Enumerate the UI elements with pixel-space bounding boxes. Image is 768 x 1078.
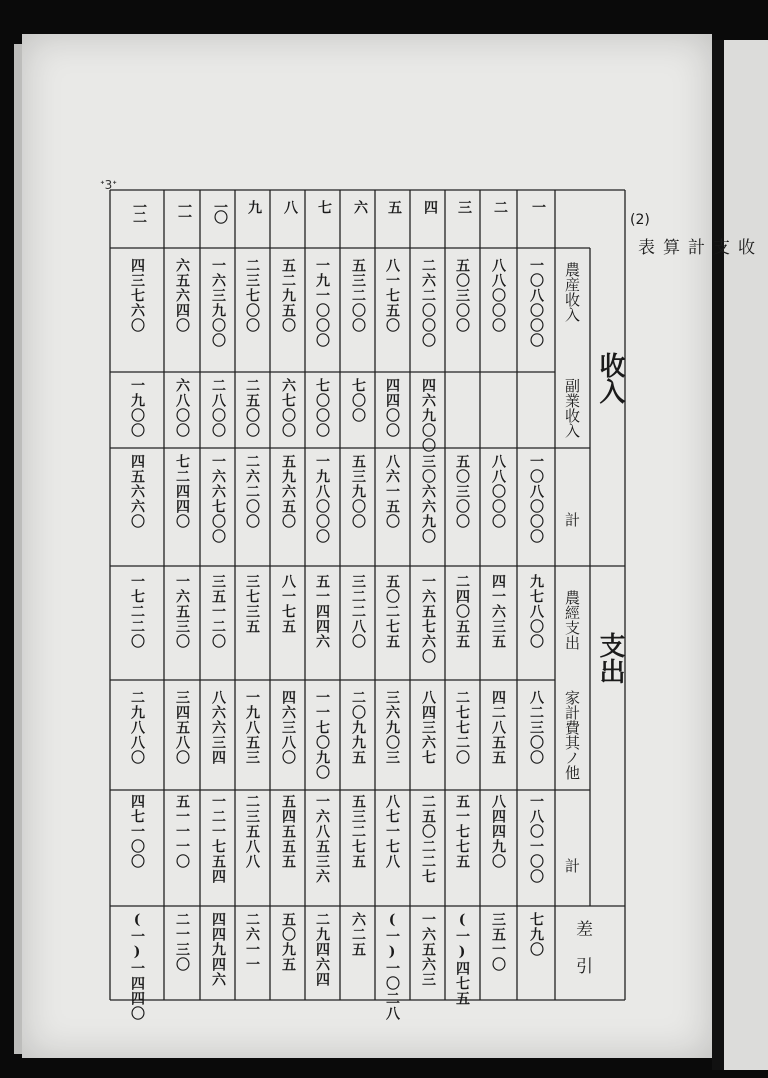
table-cell-inc-total: 三〇六六九〇 [420,454,436,544]
page-title: 收支計算表 [634,238,754,263]
header-expense-total: 計 [563,858,581,873]
table-cell-exp-total: 四七一〇〇 [129,794,145,869]
table-cell-farm: 五三二〇〇 [350,258,366,333]
table-cell-inc-total: 八八〇〇〇 [490,454,506,529]
table-cell-home-exp: 八二三〇〇 [528,690,544,765]
table-cell-home-exp: 一一七〇九〇 [314,690,330,780]
table-cell-inc-total: 一九八〇〇〇 [314,454,330,544]
table-cell-diff: (一)四七五 [454,912,470,1006]
table-cell-home-exp: 八四三六七 [420,690,436,765]
table-cell-inc-total: 八六一五〇 [384,454,400,529]
row-label: 二 [492,200,508,210]
table-cell-diff: 六二五 [350,912,366,957]
row-label: 一 [530,200,546,210]
table-cell-inc-total: 五九六五〇 [280,454,296,529]
header-income-side: 副業收入 [563,378,581,438]
table-cell-farm: 一九一〇〇〇 [314,258,330,348]
table-cell-inc-total: 五〇三〇〇 [454,454,470,529]
table-cell-inc-total: 四五六六〇 [129,454,145,529]
table-cell-farm: 八八〇〇〇 [490,258,506,333]
table-cell-home-exp: 二七七二〇 [454,690,470,765]
table-cell-exp-total: 五四五五五 [280,794,296,869]
table-cell-farm: 八一七五〇 [384,258,400,333]
table-cell-inc-total: 五三九〇〇 [350,454,366,529]
table-cell-exp-total: 五一七七五 [454,794,470,869]
header-diff: 差引 [572,920,592,994]
table-cell-home-exp: 一九八五三 [244,690,260,765]
table-cell-farm-exp: 九七八〇〇 [528,574,544,649]
row-label: 七 [316,200,332,210]
row-label: 六 [352,200,368,210]
table-cell-diff: (一)一四四〇 [129,912,145,1021]
table-cell-diff: 四四九四六 [210,912,226,987]
table-cell-farm: 五〇三〇〇 [454,258,470,333]
table-cell-exp-total: 五一一一〇 [174,794,190,869]
table-cell-farm: 二六二〇〇〇 [420,258,436,348]
table-cell-diff: 二六一一 [244,912,260,972]
table-cell-exp-total: 一二一七五四 [210,794,226,884]
table-cell-diff: (一)一〇二八 [384,912,400,1021]
table-cell-exp-total: 二三五八八 [244,794,260,869]
table-cell-home-exp: 四二八五五 [490,690,506,765]
table-cell-side: 四六九〇〇 [420,378,436,453]
table-cell-home-exp: 二九八八〇 [129,690,145,765]
table-cell-diff: 五〇九五 [280,912,296,972]
table-cell-farm-exp: 三七三五 [244,574,260,634]
header-income-total: 計 [563,512,581,527]
table-cell-exp-total: 一八〇一〇〇 [528,794,544,884]
table-cell-side: 七〇〇〇 [314,378,330,438]
corner-mark: ᐩ3ᐩ [100,178,117,192]
table-cell-farm: 五二九五〇 [280,258,296,333]
header-expense-farm: 農經支出 [563,590,581,650]
table-cell-farm-exp: 八一七五 [280,574,296,634]
table-cell-farm-exp: 二四〇五五 [454,574,470,649]
table-cell-farm-exp: 一七二二〇 [129,574,145,649]
table-cell-exp-total: 二五〇二二七 [420,794,436,884]
table-cell-inc-total: 一六六七〇〇 [210,454,226,544]
table-cell-exp-total: 八四四九〇 [490,794,506,869]
table-cell-exp-total: 八七一七八 [384,794,400,869]
table-cell-side: 七〇〇 [350,378,366,423]
header-income: 收入 [595,352,625,404]
table-cell-diff: 二一三〇 [174,912,190,972]
row-label: 一〇 [212,200,228,220]
row-label: 三 [456,200,472,210]
table-cell-home-exp: 三四五八〇 [174,690,190,765]
table-cell-inc-total: 七二四四〇 [174,454,190,529]
table-cell-side: 六七〇〇 [280,378,296,438]
table-cell-side: 六八〇〇 [174,378,190,438]
table-cell-farm-exp: 五〇二七五 [384,574,400,649]
row-label: 一二 [131,200,147,220]
table-cell-home-exp: 二〇九九五 [350,690,366,765]
table-cell-farm-exp: 五一四四六 [314,574,330,649]
table-cell-home-exp: 三六九〇三 [384,690,400,765]
table-cell-exp-total: 五三二七五 [350,794,366,869]
table-cell-inc-total: 一〇八〇〇〇 [528,454,544,544]
table-cell-diff: 三五一〇 [490,912,506,972]
table-cell-farm: 四三七六〇 [129,258,145,333]
title-number: (2) [630,212,650,228]
table-cell-side: 一九〇〇 [129,378,145,438]
header-expense: 支出 [595,632,625,684]
header-income-farm: 農産收入 [563,262,581,322]
row-label: 五 [386,200,402,210]
table-cell-farm-exp: 四一六三五 [490,574,506,649]
table-cell-inc-total: 二六二〇〇 [244,454,260,529]
table-cell-farm-exp: 三五一二〇 [210,574,226,649]
table-cell-home-exp: 八六六三四 [210,690,226,765]
table-cell-farm: 二三七〇〇 [244,258,260,333]
table-cell-diff: 一六五六三 [420,912,436,987]
row-label: 九 [246,200,262,210]
table-cell-side: 二八〇〇 [210,378,226,438]
row-label: 一一 [176,200,192,220]
table-cell-farm: 六五六四〇 [174,258,190,333]
table-cell-farm-exp: 一六五三〇 [174,574,190,649]
table-cell-farm: 一六三九〇〇 [210,258,226,348]
table-cell-exp-total: 一六八五三六 [314,794,330,884]
row-label: 八 [282,200,298,210]
table-cell-side: 二五〇〇 [244,378,260,438]
table-cell-farm: 一〇八〇〇〇 [528,258,544,348]
table-cell-farm-exp: 三二二八〇 [350,574,366,649]
table-cell-home-exp: 四六三八〇 [280,690,296,765]
header-expense-home: 家計費其ノ他 [563,690,581,780]
table-cell-diff: 七九〇 [528,912,544,957]
table-cell-farm-exp: 一六五七六〇 [420,574,436,664]
row-label: 四 [422,200,438,210]
table-cell-diff: 二九四六四 [314,912,330,987]
table-cell-side: 四四〇〇 [384,378,400,438]
